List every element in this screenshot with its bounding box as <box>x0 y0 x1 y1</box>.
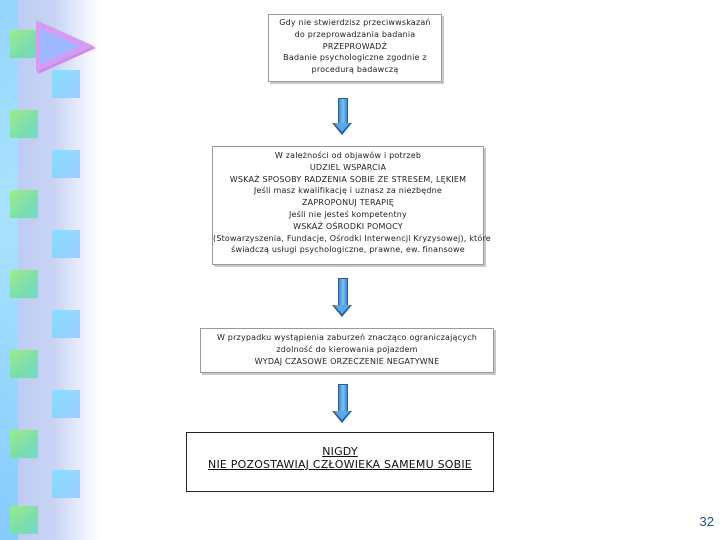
flow-text: (Stowarzyszenia, Fundacje, Ośrodki Interwencji Kryzysowej), które <box>213 233 491 243</box>
decorative-tile <box>52 230 80 258</box>
decorative-tile <box>52 310 80 338</box>
flow-text: Jeśli nie jesteś kompetentny <box>289 209 407 219</box>
flow-text: zdolność do kierowania pojazdem <box>276 344 418 354</box>
decorative-tile <box>10 430 38 458</box>
flow-text: WYDAJ CZASOWE ORZECZENIE NEGATYWNE <box>254 356 440 366</box>
decorative-tile <box>52 70 80 98</box>
flow-text: W zależności od objawów i potrzeb <box>274 151 422 160</box>
decorative-tile <box>10 350 38 378</box>
flow-text: UDZIEL WSPARCIA <box>309 162 387 172</box>
decorative-tile <box>52 150 80 178</box>
decorative-side-strip <box>0 0 100 540</box>
down-arrow-icon <box>335 384 349 424</box>
flow-text: WSKAŻ OŚRODKI POMOCY <box>293 221 403 231</box>
decorative-tile <box>10 506 38 534</box>
flow-text: W przypadku wystąpienia zaburzeń znacząco ograniczających <box>216 333 478 342</box>
flow-box-examination <box>268 14 442 82</box>
flow-text: Jeśli masz kwalifikację i uznasz za niezbędne <box>253 186 443 196</box>
flow-text: NIGDY <box>322 445 358 458</box>
flow-text: WSKAŻ SPOSOBY RADZENIA SOBIE ZE STRESEM, LĘKIEM <box>229 174 467 184</box>
page-number: 32 <box>699 514 714 529</box>
decorative-tile <box>10 30 38 58</box>
flow-text: procedurą badawczą <box>311 65 399 75</box>
decorative-tile <box>10 270 38 298</box>
flow-text: świadczą usługi psychologiczne, prawne, ew. finansowe <box>231 245 465 255</box>
flow-text: Badanie psychologiczne zgodnie z <box>283 53 427 63</box>
flow-box-support <box>212 146 491 265</box>
down-arrow-icon <box>335 98 349 136</box>
decorative-triangle-inner <box>40 28 80 64</box>
flow-box-never-leave-alone <box>186 432 494 492</box>
decorative-tile <box>52 470 80 498</box>
flow-text: PRZEPROWADŹ <box>322 41 388 51</box>
flow-text: NIE POZOSTAWIAJ CZŁOWIEKA SAMEMU SOBIE <box>208 458 472 471</box>
flow-text: do przeprowadzania badania <box>294 29 416 39</box>
decorative-tile <box>10 190 38 218</box>
decorative-tile <box>10 110 38 138</box>
flow-text: ZAPROPONUJ TERAPIĘ <box>302 198 394 208</box>
down-arrow-icon <box>335 278 349 318</box>
flow-box-negative-decision <box>200 328 494 373</box>
flow-text: Gdy nie stwierdzisz przeciwwskazań <box>279 18 431 27</box>
decorative-tile <box>52 390 80 418</box>
